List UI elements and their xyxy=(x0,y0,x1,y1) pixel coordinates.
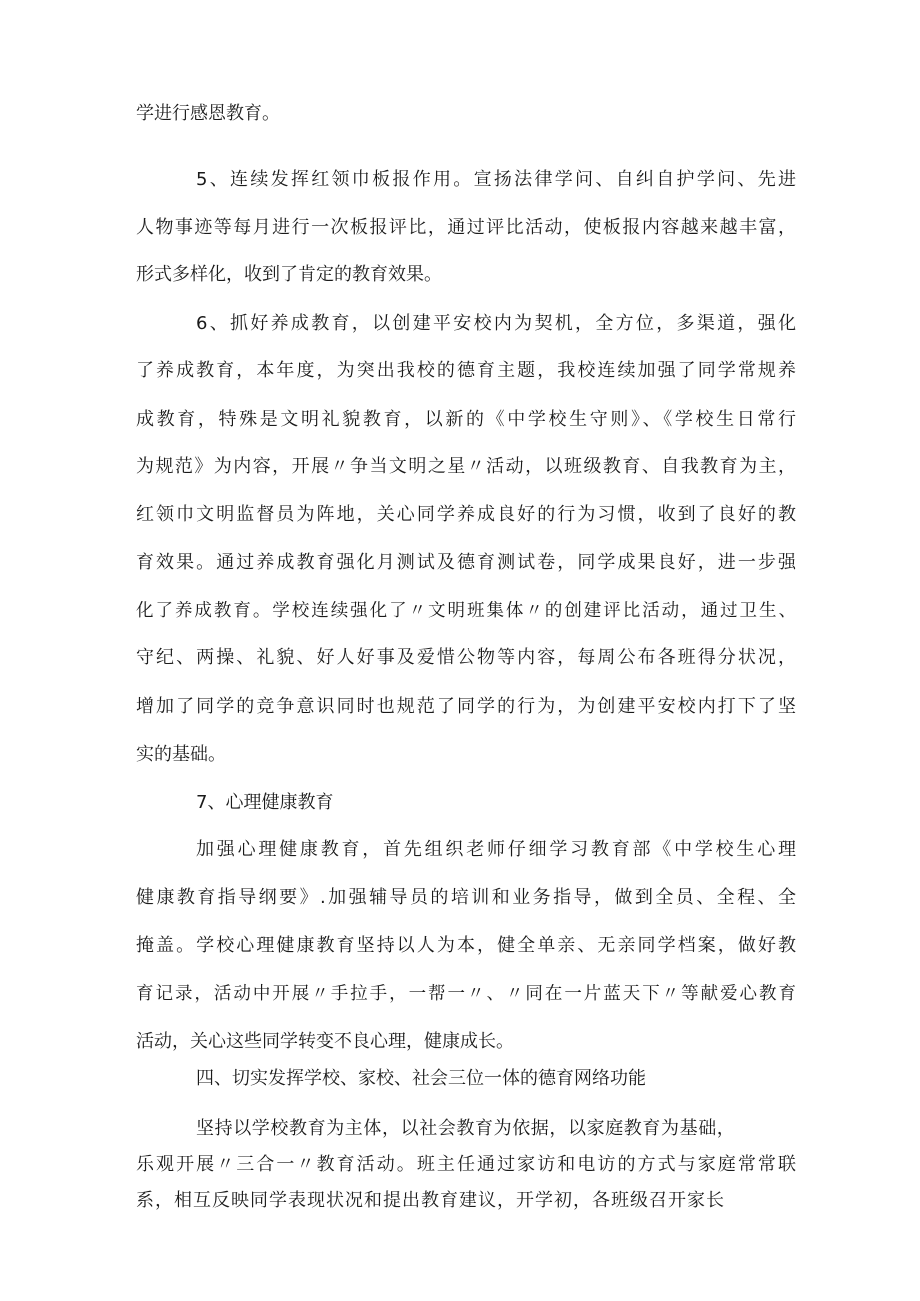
text-line: 健康教育指导纲要》.加强辅导员的培训和业务指导，做到全员、全程、全 xyxy=(136,887,796,908)
section-heading: 7、心理健康教育 xyxy=(196,792,334,813)
text-line: 形式多样化，收到了肯定的教育效果。 xyxy=(136,264,442,285)
paragraph-heading: 6、抓好养成教育，以创建平安校内为契机，全方位，多渠道，强化 xyxy=(196,313,796,334)
text-line: 增加了同学的竞争意识同时也规范了同学的行为，为创建平安校内打下了坚 xyxy=(136,696,796,717)
text-line: 系，相互反映同学表现状况和提出教育建议，开学初，各班级召开家长 xyxy=(136,1190,725,1211)
text-line: 化了养成教育。学校连续强化了〃文明班集体〃的创建评比活动，通过卫生、 xyxy=(136,601,796,621)
text-line: 加强心理健康教育，首先组织老师仔细学习教育部《中学校生心理 xyxy=(196,839,796,860)
text-line: 育记录，活动中开展〃手拉手，一帮一〃、〃同在一片蓝天下〃等献爱心教育 xyxy=(136,984,796,1004)
text-line: 活动，关心这些同学转变不良心理，健康成长。 xyxy=(136,1031,514,1052)
text-line: 坚持以学校教育为主体，以社会教育为依据，以家庭教育为基础， xyxy=(196,1118,736,1139)
text-line: 实的基础。 xyxy=(136,744,226,765)
text-line: 守纪、两操、礼貌、好人好事及爱惜公物等内容，每周公布各班得分状况， xyxy=(136,647,796,668)
text-line: 育效果。通过养成教育强化月测试及德育测试卷，同学成果良好，进一步强 xyxy=(136,552,796,573)
text-line: 了养成教育，本年度，为突出我校的德育主题，我校连续加强了同学常规养 xyxy=(136,360,796,381)
text-line: 乐观开展〃三合一〃教育活动。班主任通过家访和电访的方式与家庭常常联 xyxy=(136,1154,796,1175)
text-line: 学进行感恩教育。 xyxy=(136,103,280,124)
section-heading: 四、切实发挥学校、家校、社会三位一体的德育网络功能 xyxy=(196,1068,646,1089)
paragraph-heading: 5、连续发挥红领巾板报作用。宣扬法律学问、自纠自护学问、先进 xyxy=(196,169,796,190)
text-line: 为规范》为内容，开展〃争当文明之星〃活动，以班级教育、自我教育为主， xyxy=(136,456,796,477)
text-line: 红领巾文明监督员为阵地，关心同学养成良好的行为习惯，收到了良好的教 xyxy=(136,504,796,525)
text-line: 人物事迹等每月进行一次板报评比，通过评比活动，使板报内容越来越丰富， xyxy=(136,217,796,238)
text-line: 掩盖。学校心理健康教育坚持以人为本，健全单亲、无亲同学档案，做好教 xyxy=(136,935,796,956)
text-line: 成教育，特殊是文明礼貌教育，以新的《中学校生守则》、《学校生日常行 xyxy=(136,409,796,430)
